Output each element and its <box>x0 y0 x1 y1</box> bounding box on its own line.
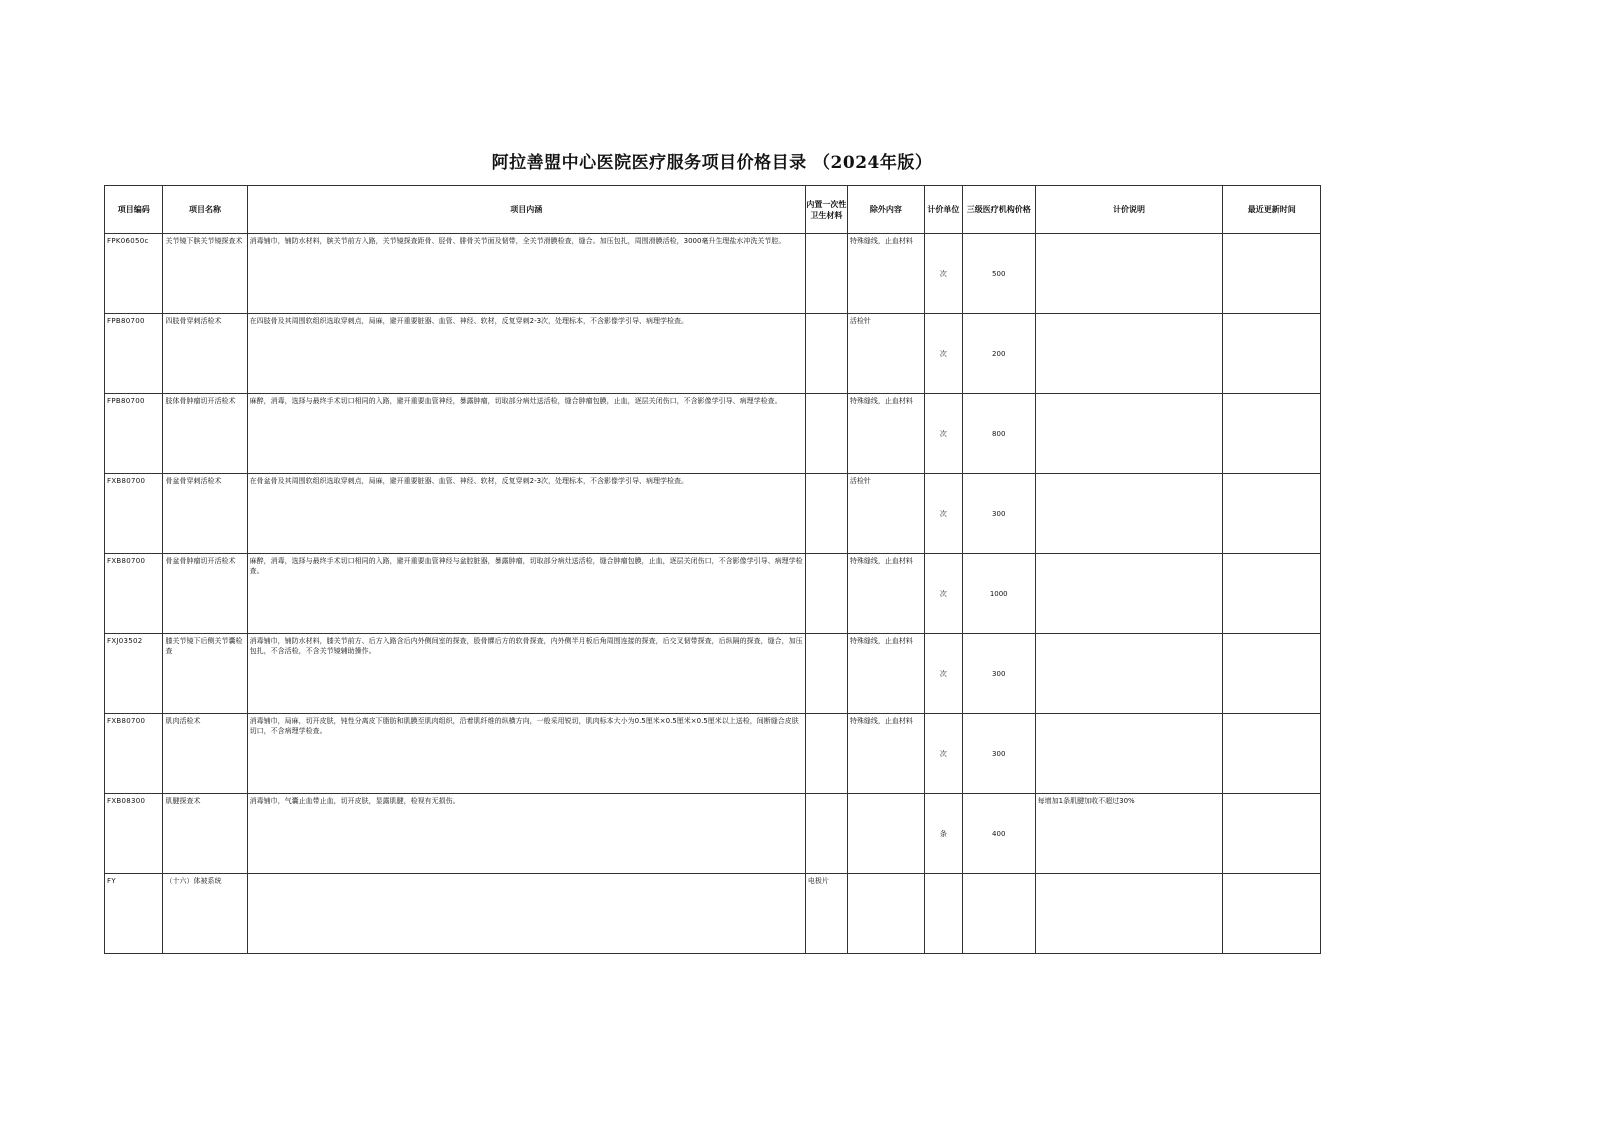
cell-notes <box>1035 554 1223 634</box>
cell-content: 麻醉，消毒，选择与最终手术切口相同的入路，避开重要血管神经与盆腔脏器，暴露肿瘤，切取部分病灶送活检，缝合肿瘤包膜，止血，逐层关闭伤口，不含影像学引导、病理学检查。 <box>247 554 805 634</box>
cell-notes <box>1035 394 1223 474</box>
cell-name: 肢体骨肿瘤切开活检术 <box>163 394 247 474</box>
cell-code: FY <box>105 874 163 954</box>
cell-disposable <box>805 234 847 314</box>
cell-updated <box>1223 794 1321 874</box>
table-row <box>105 794 1321 874</box>
cell-disposable <box>805 634 847 714</box>
cell-disposable: 电极片 <box>805 874 847 954</box>
cell-name: 膝关节镜下后侧关节囊检查 <box>163 634 247 714</box>
cell-content: 消毒铺巾，铺防水材料，膝关节前方、后方入路含后内外侧间室的探查，股骨髁后方的软骨探查，内外侧半月板后角周围连接的探查，后交叉韧带探查，后纵隔的探查，缝合，加压包扎，不含活检，不含关节镜辅助操作。 <box>247 634 805 714</box>
cell-exclusions <box>847 794 924 874</box>
cell-notes <box>1035 874 1223 954</box>
cell-price: 500 <box>962 234 1035 314</box>
cell-name: 肌肉活检术 <box>163 714 247 794</box>
table-header-row <box>105 186 1321 234</box>
cell-exclusions <box>847 874 924 954</box>
cell-content: 麻醉，消毒，选择与最终手术切口相同的入路，避开重要血管神经，暴露肿瘤，切取部分病灶送活检，缝合肿瘤包膜，止血，逐层关闭伤口，不含影像学引导、病理学检查。 <box>247 394 805 474</box>
header-notes: 计价说明 <box>1035 186 1223 234</box>
cell-disposable <box>805 314 847 394</box>
cell-disposable <box>805 474 847 554</box>
cell-price: 400 <box>962 794 1035 874</box>
cell-updated <box>1223 314 1321 394</box>
header-name: 项目名称 <box>163 186 247 234</box>
cell-updated <box>1223 554 1321 634</box>
table-row <box>105 394 1321 474</box>
cell-updated <box>1223 234 1321 314</box>
table-row <box>105 234 1321 314</box>
cell-exclusions: 特殊缝线，止血材料 <box>847 714 924 794</box>
cell-notes <box>1035 474 1223 554</box>
cell-content <box>247 874 805 954</box>
cell-name: 肌腱探查术 <box>163 794 247 874</box>
cell-notes <box>1035 634 1223 714</box>
table-row <box>105 634 1321 714</box>
cell-unit: 次 <box>924 314 962 394</box>
cell-name: 四肢骨穿刺活检术 <box>163 314 247 394</box>
table-row <box>105 314 1321 394</box>
header-unit: 计价单位 <box>924 186 962 234</box>
cell-price: 200 <box>962 314 1035 394</box>
cell-content: 在四肢骨及其周围软组织选取穿刺点，局麻，避开重要脏器、血管、神经、软材，反复穿刺2-3次，处理标本，不含影像学引导、病理学检查。 <box>247 314 805 394</box>
table-row <box>105 874 1321 954</box>
cell-price: 300 <box>962 714 1035 794</box>
cell-unit: 次 <box>924 714 962 794</box>
cell-price: 300 <box>962 634 1035 714</box>
cell-content: 在骨盆骨及其周围软组织选取穿刺点，局麻，避开重要脏器、血管、神经、软材，反复穿刺2-3次，处理标本，不含影像学引导、病理学检查。 <box>247 474 805 554</box>
header-price: 三级医疗机构价格 <box>962 186 1035 234</box>
cell-notes <box>1035 714 1223 794</box>
cell-notes <box>1035 314 1223 394</box>
cell-exclusions: 活检针 <box>847 474 924 554</box>
cell-disposable <box>805 794 847 874</box>
page-title: 阿拉善盟中心医院医疗服务项目价格目录 （2024年版） <box>491 153 933 173</box>
cell-unit: 次 <box>924 554 962 634</box>
cell-updated <box>1223 714 1321 794</box>
cell-disposable <box>805 554 847 634</box>
cell-code: FXB80700 <box>105 474 163 554</box>
cell-unit: 次 <box>924 234 962 314</box>
cell-code: FXB80700 <box>105 714 163 794</box>
cell-notes: 每增加1条肌腱加收不超过30% <box>1035 794 1223 874</box>
cell-price: 1000 <box>962 554 1035 634</box>
cell-unit: 条 <box>924 794 962 874</box>
cell-name: 骨盆骨穿刺活检术 <box>163 474 247 554</box>
cell-exclusions: 特殊缝线，止血材料 <box>847 394 924 474</box>
cell-notes <box>1035 234 1223 314</box>
cell-price <box>962 874 1035 954</box>
cell-code: FXB08300 <box>105 794 163 874</box>
header-disposable: 内置一次性卫生材料 <box>805 186 847 234</box>
header-exclusions: 除外内容 <box>847 186 924 234</box>
table-row <box>105 714 1321 794</box>
cell-code: FXB80700 <box>105 554 163 634</box>
header-code: 项目编码 <box>105 186 163 234</box>
cell-content: 消毒铺巾，气囊止血带止血，切开皮肤，显露肌腱，检视有无损伤。 <box>247 794 805 874</box>
cell-name: 关节镜下膑关节镜探查术 <box>163 234 247 314</box>
cell-exclusions: 活检针 <box>847 314 924 394</box>
price-table <box>104 185 1321 954</box>
cell-exclusions: 特殊缝线，止血材料 <box>847 234 924 314</box>
cell-disposable <box>805 394 847 474</box>
cell-content: 消毒铺巾，局麻，切开皮肤，钝性分离皮下脂肪和肌膜至肌肉组织，沿着肌纤维的纵横方向，一般采用锐切，肌肉标本大小为0.5厘米×0.5厘米×0.5厘米以上送检，间断缝合皮肤切口，不含病理学检查。 <box>247 714 805 794</box>
table-row <box>105 554 1321 634</box>
header-content: 项目内涵 <box>247 186 805 234</box>
cell-code: FPK06050c <box>105 234 163 314</box>
cell-content: 消毒铺巾，铺防水材料，膑关节前方入路，关节镜探查距骨、胫骨、腓骨关节面及韧带，全关节滑膜检查，缝合。加压包扎，周围滑膜活检，3000毫升生理盐水冲洗关节腔。 <box>247 234 805 314</box>
cell-updated <box>1223 394 1321 474</box>
header-updated: 最近更新时间 <box>1223 186 1321 234</box>
cell-code: FXJ03502 <box>105 634 163 714</box>
cell-updated <box>1223 634 1321 714</box>
cell-code: FPB80700 <box>105 314 163 394</box>
cell-price: 300 <box>962 474 1035 554</box>
cell-unit: 次 <box>924 474 962 554</box>
cell-unit: 次 <box>924 394 962 474</box>
cell-name: （十六）体被系统 <box>163 874 247 954</box>
cell-updated <box>1223 474 1321 554</box>
cell-unit <box>924 874 962 954</box>
cell-code: FPB80700 <box>105 394 163 474</box>
cell-exclusions: 特殊缝线，止血材料 <box>847 554 924 634</box>
cell-price: 800 <box>962 394 1035 474</box>
cell-unit: 次 <box>924 634 962 714</box>
table-row <box>105 474 1321 554</box>
cell-updated <box>1223 874 1321 954</box>
cell-disposable <box>805 714 847 794</box>
cell-name: 骨盆骨肿瘤切开活检术 <box>163 554 247 634</box>
cell-exclusions: 特殊缝线，止血材料 <box>847 634 924 714</box>
